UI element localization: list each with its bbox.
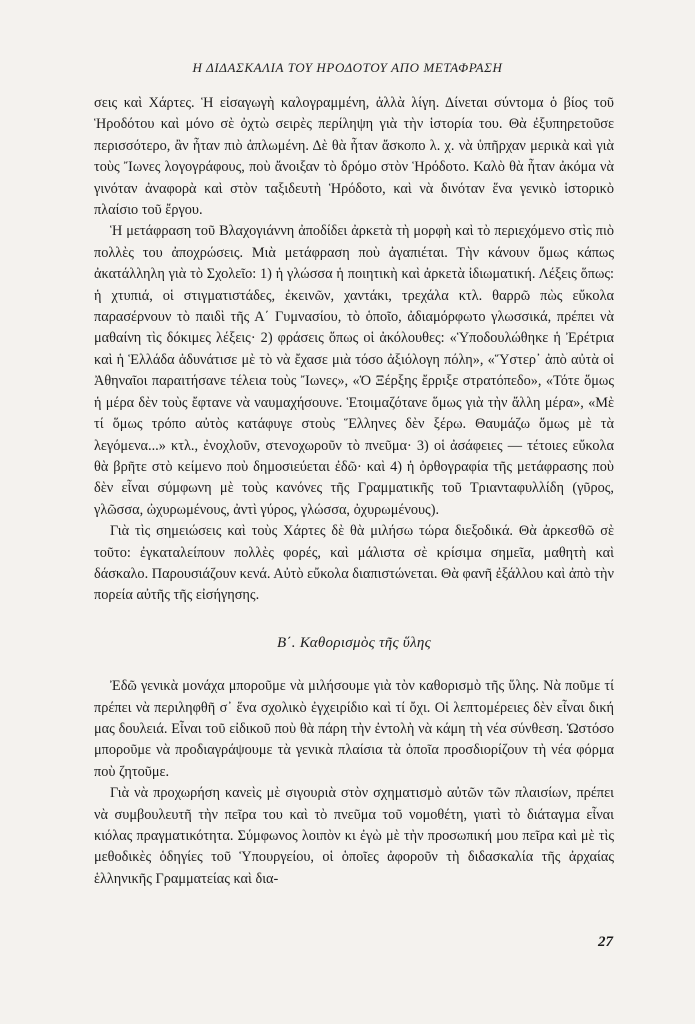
paragraph-4: Ἐδῶ γενικὰ μονάχα μποροῦμε νὰ μιλήσουμε γιὰ τὸν καθορισμὸ τῆς ὕλης. Νὰ ποῦμε τί πρέπει νὰ περιληφθῆ σ᾽ ἕνα σχολικὸ ἐγχειρίδιο καὶ τί ὄχι. Οἱ λεπτομέρειες δὲν εἶναι δική μας δουλειά. Εἶναι τοῦ εἰδικοῦ ποὺ θὰ πάρη τὴν ἐντολὴ νὰ κάμη τὴ νέα σύνθεση. Ὡστόσο μποροῦμε νὰ προδιαγράψουμε τὰ γενικὰ πλαίσια τὰ ὁποῖα προσδιορίζουν τὴ νέα φόρμα ποὺ ζητοῦμε. [94, 678, 614, 780]
running-header: Η ΔΙΔΑΣΚΑΛΙΑ ΤΟΥ ΗΡΟΔΟΤΟΥ ΑΠΟ ΜΕΤΑΦΡΑΣΗ [192, 60, 503, 75]
paragraph-5: Γιὰ νὰ προχωρήση κανεὶς μὲ σιγουριὰ στὸν σχηματισμὸ αὐτῶν τῶν πλαισίων, πρέπει νὰ συμβουλευτῆ τὴν πεῖρα του καὶ τὸ πνεῦμα τοῦ νομοθέτη, γιατὶ τὸ διάταγμα εἶναι κιόλας πραγματικότητα. Σύμφωνος λοιπὸν κι ἐγὼ μὲ τὴν προσωπική μου πεῖρα καὶ μὲ τὶς μεθοδικὲς ὁδηγίες τοῦ Ὑπουργείου, οἱ ὁποῖες ἀφοροῦν τὴ διδασκαλία τῆς ἀρχαίας ἑλληνικῆς Γραμματείας καὶ δια- [94, 785, 614, 887]
section-heading: Β΄. Καθορισμὸς τῆς ὕλης [276, 634, 432, 651]
paragraph-1: σεις καὶ Χάρτες. Ἡ εἰσαγωγὴ καλογραμμένη, ἀλλὰ λίγη. Δίνεται σύντομα ὁ βίος τοῦ Ἡροδότου καὶ μόνο σὲ ὀχτὼ σειρὲς περίληψη γιὰ τὴν ἱστορία του. Θὰ ἐξυπηρετοῦσε περισσότερο, ἂν ἦταν πιὸ ἁπλωμένη. Δὲ θὰ ἦταν ἄσκοπο λ. χ. νὰ ὑπῆρχαν μερικὰ καὶ γιὰ τοὺς Ἴωνες λογογράφους, ποὺ ἄνοιξαν τὸ δρόμο στὸν Ἡρόδοτο. Καλὸ θὰ ἦταν ἀκόμα νὰ γινόταν ἀναφορὰ καὶ στὸν ταξιδευτὴ Ἡρόδοτο, καὶ νὰ δινόταν ἕνα γενικὸ ἱστορικὸ πλαίσιο τοῦ ἔργου. [94, 95, 614, 219]
paragraph-2: Ἡ μετάφραση τοῦ Βλαχογιάννη ἀποδίδει ἀρκετὰ τὴ μορφὴ καὶ τὸ περιεχόμενο στὶς πιὸ πολλὲς του ἀποχρώσεις. Μιὰ μετάφραση ποὺ ἀγαπιέται. Τὴν κάνουν ὅμως κάπως ἀκατάλληλη γιὰ τὸ Σχολεῖο: 1) ἡ γλώσσα ἡ ποιητικὴ καὶ ἀρκετὰ ἰδιωματική. Λέξεις ὅπως: ἡ χτυπιά, οἱ στιγματιστάδες, ἐκεινῶν, χαντάκι, τρεχάλα κτλ. θαρρῶ πὼς εὔκολα παρασέρνουν τὸ παιδὶ τῆς Α΄ Γυμνασίου, τὸ ὁποῖο, ἀδιαμόρφωτο γλωσσικά, πρέπει νὰ μαθαίνη τὶς δόκιμες λέξεις· 2) φράσεις ὅπως οἱ ἀκόλουθες: «Ὑποδουλώθηκε ἡ Ἐρέτρια καὶ ἡ Ἑλλάδα ἀδυνάτισε μὲ τὸ νὰ ἔχασε μιὰ τόσο ἀξιόλογη πόλη», «Ὕστερ᾽ ἀπὸ αὐτὰ οἱ Ἀθηναῖοι παραιτήσανε τέλεια τοὺς Ἴωνες», «Ὁ Ξέρξης ἔρριξε στρατόπεδο», «Τότε ὅμως ἡ μέρα δὲν τοὺς ἔφτανε νὰ ναυμαχήσουνε. Ἑτοιμαζότανε ὅμως γιὰ τὴν ἄλλη μέρα», «Μὲ τί ὅμως τρόπο αὐτὸς κατάφυγε στοὺς Ἕλληνες δὲν ξέρω. Θαυμάζω ὅμως μὲ τὰ λεγόμενα...» κτλ., ἐνοχλοῦν, στενοχωροῦν τὸ πνεῦμα· 3) οἱ ἀσάφειες — τέτοιες εὔκολα θὰ βρῆτε στὸ κείμενο ποὺ δημοσιεύεται ἐδῶ· καὶ 4) ἡ ὀρθογραφία τῆς μετάφρασης ποὺ δὲν εἶναι σύμφωνη μὲ τοὺς κανόνες τῆς Γραμματικῆς τοῦ Τριανταφυλλίδη (γῦρος, γλῶσσα, ὠχυρωμένους, ἀντὶ γύρος, γλώσσα, ὀχυρωμένους). [94, 223, 614, 518]
main-text [94, 93, 614, 890]
paragraph-3: Γιὰ τὶς σημειώσεις καὶ τοὺς Χάρτες δὲ θὰ μιλήσω τώρα διεξοδικά. Θὰ ἀρκεσθῶ σὲ τοῦτο: ἐγκαταλείπουν πολλὲς φορές, καὶ μάλιστα σὲ κρίσιμα σημεῖα, μαθητὴ καὶ δάσκαλο. Παρουσιάζουν κενά. Αὐτὸ εὔκολα διαπιστώνεται. Θὰ φανῆ ἐξάλλου καὶ ἀπὸ τὴν πορεία αὐτῆς τῆς εἰσήγησης. [94, 523, 614, 604]
page-number: 27 [598, 934, 613, 950]
